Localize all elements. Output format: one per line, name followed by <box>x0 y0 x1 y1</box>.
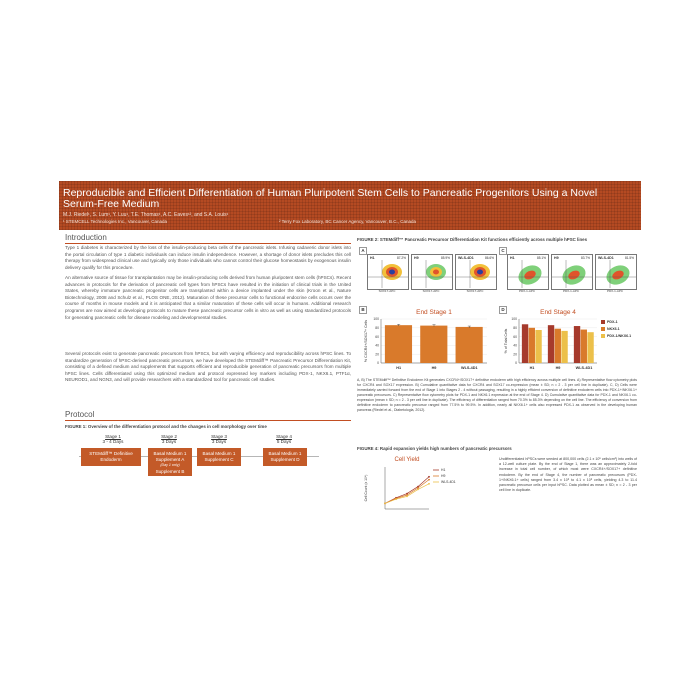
bar <box>581 330 587 363</box>
x-tick-label: H1 <box>529 366 535 370</box>
bar <box>522 324 528 363</box>
intro-paragraph-2: An alternative source of tissue for transplantation may be insulin-producing cells derived from human pluripotent stem cells (hPSCs). Recent advances in protocols for the derivation of pancreatic cell types from hPSCs have resulted in the initiation of clinical trials in the United States, whereby immature pancreatic progenitor cells are transplanted within a device implanted under the skin (Kroon et al., Nature Biotechnology, 2008 and Schulz et al., PLOS ONE, 2012). Maturation of these precursor cells to functional endocrine cells occurs over the course of months in mouse models and it is anticipated that a similar maturation of these cells will occur in humans. Additional research programs are now aimed at developing protocols to mature these pancreatic precursor cells in vitro as well as using standardized protocols for generating pancreatic cells for disease modeling and developmental studies. <box>65 275 351 320</box>
fig4-text: Undifferentiated hPSCs were seeded at 800,000 cells (2.1 x 10⁵ cells/cm²) into wells of a 12-well culture plate. By the end of Stage 1, there was an approximately 2-fold increase in total cell number, of which most were CXCR4+/SOX17+ definitive endoderm. By the end of Stage 4, the number of pancreatic precursors (PDX-1+/NKX6.1+ cells) ranged from 3.4 x 10⁶ to 4.1 x 10⁶ cells, yielding 4.3 to 11.4 pancreatic precursor cells per input hPSC. Data plotted as mean ± SD; n = 2 - 3 per cell line in duplicate. <box>499 457 637 493</box>
stage-name: Stage 4 <box>276 434 292 439</box>
bar <box>535 330 541 363</box>
flow-c-x-label-1: PDX-1-APC <box>518 289 535 293</box>
bar <box>574 326 580 363</box>
intro-rule <box>65 243 351 244</box>
y-axis-label: % of Total Cells <box>504 328 508 354</box>
stage-2-day-note: (Day 1 only) <box>148 463 192 467</box>
stage-2-supplement-b: Supplement B <box>148 467 192 476</box>
flow-plot-c-h1 <box>507 254 549 290</box>
fig2-title: FIGURE 2: STEMdiff™ Pancreatic Precursor Differentiation Kit functions efficiently across multiple hPSC lines <box>357 237 588 242</box>
x-tick-label: H1 <box>396 366 402 370</box>
stage-2-medium-box: Basal Medium 1 Supplement A <box>148 448 192 463</box>
protocol-rule <box>65 420 351 421</box>
flow-a-x-label-2: SOX17-APC <box>422 289 440 293</box>
affiliation-2: ² Terry Fox Laboratory, BC Cancer Agency, Vancouver, B.C., Canada <box>279 219 416 224</box>
stage-3-medium-box: Basal Medium 1 Supplement C <box>197 448 241 466</box>
flow-scatter <box>508 255 548 289</box>
bar <box>456 327 483 363</box>
poster <box>59 181 641 519</box>
bar <box>420 326 447 363</box>
flow-plot-a-h1 <box>367 254 409 290</box>
x-tick-label: WLS-4D1 <box>575 366 593 370</box>
stage-name: Stage 1 <box>105 434 121 439</box>
x-tick-label: H9 <box>555 366 561 370</box>
stage-2-label <box>149 434 189 444</box>
flow-scatter <box>596 255 636 289</box>
x-tick-label: H9 <box>431 366 437 370</box>
flow-scatter <box>552 255 592 289</box>
data-point <box>428 479 430 481</box>
y-axis-label: % CXCR4+/SOX17+ Cells <box>364 319 368 363</box>
y-tick-label: 60 <box>375 334 379 339</box>
cell-line-label: WLS-4D1 <box>598 256 614 260</box>
stage-3-label <box>199 434 239 444</box>
flow-plot-a-h9 <box>411 254 453 290</box>
bar <box>555 329 561 363</box>
y-tick-label: 40 <box>375 343 379 348</box>
cell-line-label: H1 <box>510 256 515 260</box>
data-point <box>384 503 386 505</box>
bar <box>385 325 412 363</box>
y-axis-label: Cell Count (x 10⁶) <box>364 474 368 502</box>
flow-plot-a-wls <box>455 254 497 290</box>
legend-swatch <box>601 320 605 324</box>
cell-line-label: H9 <box>554 256 559 260</box>
stage-duration: 3 Days <box>161 439 177 444</box>
legend-label: PDX-1 <box>607 320 618 324</box>
protocol-heading: Protocol <box>65 410 95 419</box>
y-tick-label: 0 <box>377 361 379 366</box>
y-tick-label: 20 <box>513 352 517 357</box>
stage-name: Stage 3 <box>211 434 227 439</box>
flow-plot-c-h9 <box>551 254 593 290</box>
flow-scatter <box>368 255 408 289</box>
flow-c-x-label-2: PDX-1-APC <box>562 289 579 293</box>
legend-label: WLS-4D1 <box>441 480 456 484</box>
panel-label-d: D <box>499 306 507 314</box>
chart-title: End Stage 4 <box>540 309 576 316</box>
data-point <box>395 498 397 500</box>
stage-1-label <box>93 434 133 444</box>
bar <box>587 332 593 363</box>
panel-label-c: C <box>499 247 507 255</box>
data-point <box>428 476 430 478</box>
fig4-title: FIGURE 4: Rapid expansion yields high numbers of pancreatic precursors <box>357 446 512 451</box>
bar <box>561 331 567 363</box>
legend-label: NKX6.1 <box>607 327 620 331</box>
cell-yield-line-chart <box>359 453 499 517</box>
fig2-caption: A, B) The STEMdiff™ Definitive Endoderm Kit generates CXCR4+/SOX17+ definitive endoderm with high efficiency across multiple cell lines. A) Representative flow cytometry plots for CXCR4 and SOX17 expression. B) Cumulative quantitative data for CXCR4 and SOX17 co-expression (mean ± SD; n = 2 - 3 per cell line in duplicate). C, D) Cells were immediately carried forward from the end of Stage 1 into Stages 2 - 4 without passaging, resulting in a highly efficient conversion of definitive endoderm cells into PDX-1+/NKX6.1+ pancreatic precursors. C) Representative flow cytometry plots for PDX-1 and NKX6.1 expression at the end of Stage 4. D) Cumulative quantitative data for PDX-1 and NKX6.1 co-expression (mean ± SD; n = 2 - 3 per cell line in duplicate). The efficiency of differentiation ranged from 70.3% to 85.3% depending on the cell line. The efficiency of conversion from definitive endoderm to pancreatic precursor ranged from 77.5% to 99.5%. In addition, nearly all NKX6.1+ cells also expressed PDX-1 as observed in the developing human pancreas (Riedel et al., Diabetologia, 2012). <box>357 378 637 412</box>
y-tick-label: 40 <box>513 343 517 348</box>
legend-swatch <box>601 327 605 331</box>
series-line <box>385 477 429 504</box>
legend-label: H1 <box>441 468 446 472</box>
cell-line-label: H1 <box>370 256 375 260</box>
author-list: M.J. Riedel¹, S. Lum¹, Y. Luu¹, T.E. Thomas¹, A.C. Eaves¹², and S.A. Louis¹ <box>63 212 229 218</box>
intro-heading: Introduction <box>65 233 107 242</box>
y-tick-label: 20 <box>375 352 379 357</box>
affiliation-1: ¹ STEMCELL Technologies Inc., Vancouver, Canada <box>63 219 167 224</box>
gate-percent: 85.9% <box>440 256 450 260</box>
stage-4-medium-box: Basal Medium 1 Supplement D <box>263 448 307 466</box>
intro-paragraph-3: Several protocols exist to generate pancreatic precursors from hPSCs, but with varying efficiency and reproducibility across hPSC lines. To standardize generation of hPSC-derived pancreatic precursors, we have developed the STEMdiff™ Pancreatic Precursor Differentiation Kit, consisting of a defined medium and supplements that supports efficient and reproducible generation of pancreatic precursors from multiple hPSC lines. Cells differentiated using this optimized medium and protocol expressed key markers including PDX-1, NKX6.1, PTF1α, NEUROD1, and NGN3, and will provide researchers with a standardized tool for pancreatic cell studies. <box>65 351 351 383</box>
cell-line-label: H9 <box>414 256 419 260</box>
fig1-title: FIGURE 1: Overview of the differentiation protocol and the changes in cell morphology over time <box>65 424 267 429</box>
stage-4-label <box>264 434 304 444</box>
gate-percent: 86.6% <box>484 256 494 260</box>
chart-title: Cell Yield <box>394 457 420 463</box>
flow-a-x-label-1: SOX17-APC <box>378 289 396 293</box>
intro-paragraph-1: Type 1 diabetes is characterized by the loss of the insulin-producing beta cells of the pancreatic islets. Infusing cadaveric donor islets into the portal circulation of type 1 diabetic individuals can induce insulin independence. However, a shortage of donor islets precludes this cell therapy from widespread clinical use and typically only those individuals who cannot control their glucose homeostasis by exogenous insulin delivery qualify for this procedure. <box>65 245 351 270</box>
y-tick-label: 100 <box>511 317 517 322</box>
bar <box>548 325 554 363</box>
stage-duration: 3 Days <box>211 439 227 444</box>
bar <box>529 328 535 363</box>
flow-scatter <box>412 255 452 289</box>
legend-label: PDX-1/NKX6.1 <box>607 334 632 338</box>
y-tick-label: 80 <box>375 326 379 330</box>
panel-label-a: A <box>359 247 367 255</box>
gate-percent: 83.7% <box>580 256 590 260</box>
poster-title: Reproducible and Efficient Differentiation of Human Pluripotent Stem Cells to Pancreatic Progenitors Using a Novel Serum-Free Medium <box>63 187 598 210</box>
data-point <box>406 496 408 498</box>
x-tick-label: WLS-4D1 <box>460 366 478 370</box>
end-stage-1-bar-chart <box>361 305 493 377</box>
legend-label: H9 <box>441 474 446 478</box>
flow-c-x-label-3: PDX-1-APC <box>606 289 623 293</box>
stage-name: Stage 2 <box>161 434 177 439</box>
gate-percent: 81.5% <box>624 256 634 260</box>
stage-duration: 3 - 4 Days <box>102 439 124 444</box>
flow-a-x-label-3: SOX17-APC <box>466 289 484 293</box>
stage-duration: 5 Days <box>276 439 292 444</box>
cell-line-label: WLS-4D1 <box>458 256 474 260</box>
gate-percent: 87.2% <box>396 256 406 260</box>
panel-label-b: B <box>359 306 367 314</box>
y-tick-label: 0 <box>515 361 517 366</box>
gate-percent: 85.1% <box>536 256 546 260</box>
end-stage-4-bar-chart <box>501 305 637 377</box>
y-tick-label: 100 <box>373 317 379 322</box>
flow-plot-c-wls <box>595 254 637 290</box>
data-point <box>428 483 430 485</box>
chart-title: End Stage 1 <box>416 309 452 316</box>
title-banner <box>59 181 641 230</box>
y-tick-label: 60 <box>513 334 517 339</box>
flow-scatter <box>456 255 496 289</box>
legend-swatch <box>601 334 605 338</box>
data-point <box>417 489 419 491</box>
y-tick-label: 80 <box>513 326 517 330</box>
stage-1-medium-box: STEMdiff™ Definitive Endoderm <box>81 448 141 466</box>
